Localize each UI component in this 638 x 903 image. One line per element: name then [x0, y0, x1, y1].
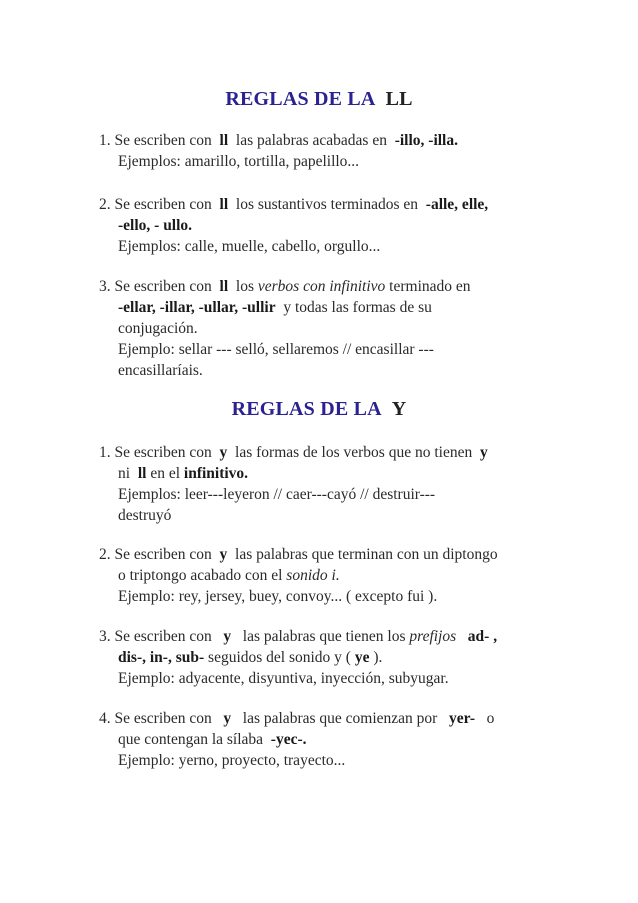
rule-text: ni	[118, 465, 131, 482]
rule-y-3	[99, 626, 569, 689]
rule-text: 1. Se escriben con	[99, 132, 212, 149]
rule-text: los sustantivos terminados en	[235, 196, 419, 213]
rule-italic: verbos con infinitivo	[257, 278, 386, 295]
rule-bold: ye	[354, 649, 370, 666]
rule-bold: ll	[137, 465, 147, 482]
rule-text: las palabras que comienzan por	[242, 710, 438, 727]
title-letter: Y	[391, 398, 407, 420]
rule-text: que contengan la sílaba	[118, 731, 264, 748]
rule-bold: y	[223, 628, 232, 645]
rule-ll-2	[99, 194, 569, 257]
title-text: REGLAS DE LA	[231, 398, 382, 420]
rule-bold: y	[219, 546, 228, 563]
rule-bold: -ellar, -illar, -ullar, -ullir	[118, 299, 276, 316]
rule-example: encasillaríais.	[118, 362, 203, 379]
rule-bold: y	[219, 444, 228, 461]
rule-text: o triptongo acabado con el	[118, 567, 283, 584]
rule-bold: y	[223, 710, 232, 727]
rule-text: terminado en	[389, 278, 471, 295]
rule-ll-1	[99, 130, 569, 172]
rule-bold: -ello, - ullo.	[118, 217, 193, 234]
rule-text: las palabras que terminan con un diptongo	[235, 546, 498, 563]
rule-text: conjugación.	[118, 320, 198, 337]
rule-y-4	[99, 708, 569, 771]
title-text: REGLAS DE LA	[225, 88, 376, 110]
rule-text: 2. Se escriben con	[99, 196, 212, 213]
rule-example: Ejemplos: amarillo, tortilla, papelillo...	[118, 153, 360, 170]
rule-bold: ll	[219, 132, 229, 149]
rule-example: Ejemplo: rey, jersey, buey, convoy... ( excepto fui ).	[118, 588, 438, 605]
rule-example: Ejemplo: sellar --- selló, sellaremos // encasillar ---	[118, 341, 434, 358]
rule-bold: ad- ,	[467, 628, 498, 645]
rule-text: los	[235, 278, 254, 295]
rule-text: las palabras acabadas en	[235, 132, 387, 149]
rule-text: en el	[150, 465, 181, 482]
rule-bold: infinitivo.	[183, 465, 249, 482]
rule-bold: y	[479, 444, 488, 461]
rule-y-2	[99, 544, 569, 607]
rule-bold: -alle, elle,	[425, 196, 489, 213]
section-title-y	[0, 398, 638, 421]
rule-text: 4. Se escriben con	[99, 710, 212, 727]
rule-example: Ejemplos: leer---leyeron // caer---cayó // destruir---	[118, 486, 436, 503]
rule-text: o	[486, 710, 495, 727]
rule-y-1	[99, 442, 569, 526]
rule-text: seguidos del sonido y (	[208, 649, 351, 666]
rule-bold: ll	[219, 196, 229, 213]
rule-text: y todas las formas de su	[283, 299, 432, 316]
rule-example: destruyó	[118, 507, 172, 524]
rule-text: ).	[373, 649, 383, 666]
rule-ll-3	[99, 276, 569, 381]
rule-italic: prefijos	[409, 628, 457, 645]
rule-text: 3. Se escriben con	[99, 628, 212, 645]
rule-italic: sonido i.	[286, 567, 340, 584]
rule-bold: yer-	[448, 710, 476, 727]
title-letter: LL	[385, 88, 413, 110]
section-title-ll	[0, 88, 638, 111]
rule-text: 3. Se escriben con	[99, 278, 212, 295]
rule-text: 2. Se escriben con	[99, 546, 212, 563]
rule-example: Ejemplo: adyacente, disyuntiva, inyección, subyugar.	[118, 670, 449, 687]
rule-example: Ejemplo: yerno, proyecto, trayecto...	[118, 752, 346, 769]
rule-text: las palabras que tienen los	[242, 628, 406, 645]
rule-example: Ejemplos: calle, muelle, cabello, orgullo...	[118, 238, 381, 255]
rule-bold: dis-, in-, sub-	[118, 649, 205, 666]
rule-text: las formas de los verbos que no tienen	[235, 444, 473, 461]
rule-bold: -yec-.	[270, 731, 307, 748]
rule-bold: -illo, -illa.	[394, 132, 458, 149]
rule-bold: ll	[219, 278, 229, 295]
rule-text: 1. Se escriben con	[99, 444, 212, 461]
